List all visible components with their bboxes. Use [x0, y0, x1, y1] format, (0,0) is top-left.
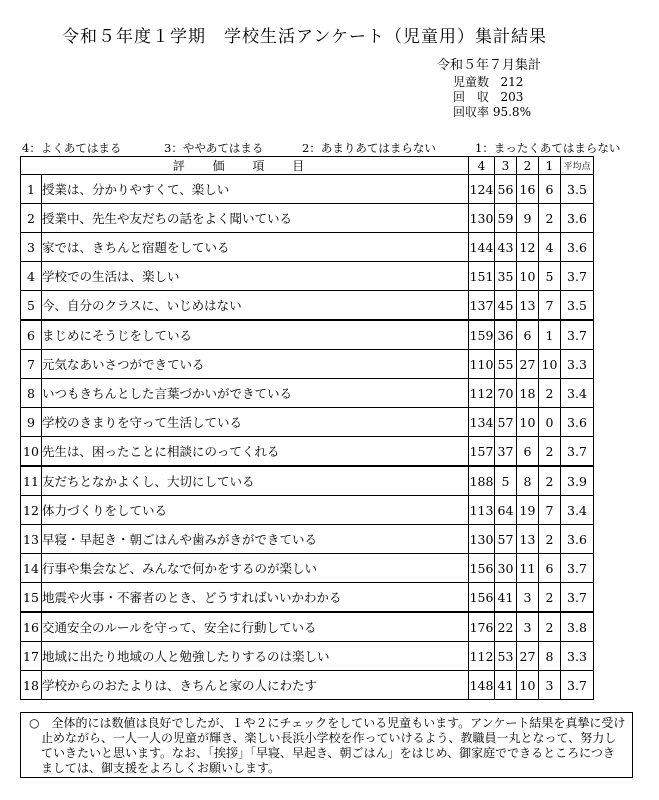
average-score: 3.5: [561, 175, 594, 204]
table-row: [21, 320, 594, 350]
count-4: 188: [469, 466, 495, 496]
collected-count: [437, 90, 541, 105]
average-score: 3.7: [561, 437, 594, 467]
count-1: 0: [539, 408, 561, 437]
count-3: 37: [495, 437, 517, 467]
count-4: 176: [469, 612, 495, 642]
count-3: 41: [495, 583, 517, 613]
rate-label: 回収率: [453, 105, 490, 119]
count-3: 57: [495, 525, 517, 554]
row-number: 7: [21, 350, 42, 379]
count-1: 2: [539, 379, 561, 408]
row-number: 13: [21, 525, 42, 554]
average-score: 3.7: [561, 583, 594, 613]
header-3: 3: [495, 157, 517, 175]
children-count: [437, 75, 541, 90]
table-row: [21, 379, 594, 408]
count-3: 5: [495, 466, 517, 496]
count-1: 4: [539, 233, 561, 262]
count-4: 137: [469, 291, 495, 321]
table-row: [21, 350, 594, 379]
question-text: 学校のきまりを守って生活している: [42, 408, 469, 437]
row-number: 11: [21, 466, 42, 496]
count-4: 159: [469, 320, 495, 350]
count-3: 36: [495, 320, 517, 350]
count-4: 151: [469, 262, 495, 291]
average-score: 3.9: [561, 466, 594, 496]
count-1: 2: [539, 437, 561, 467]
count-2: 6: [517, 437, 539, 467]
count-3: 22: [495, 612, 517, 642]
row-number: 16: [21, 612, 42, 642]
row-number: 4: [21, 262, 42, 291]
table-row: [21, 437, 594, 467]
question-text: 友だちとなかよくし、大切にしている: [42, 466, 469, 496]
table-header-row: [21, 157, 594, 175]
count-2: 10: [517, 262, 539, 291]
average-score: 3.6: [561, 525, 594, 554]
question-text: 地域に出たり地域の人と勉強したりするのは楽しい: [42, 642, 469, 671]
children-value: 212: [500, 75, 524, 89]
table-row: [21, 233, 594, 262]
legend-3: 3：ややあてはまる: [164, 141, 264, 155]
average-score: 3.6: [561, 408, 594, 437]
row-number: 9: [21, 408, 42, 437]
count-1: 2: [539, 204, 561, 233]
children-label: 児童数: [453, 75, 490, 89]
count-4: 130: [469, 525, 495, 554]
row-number: 12: [21, 496, 42, 525]
question-text: まじめにそうじをしている: [42, 320, 469, 350]
question-text: 地震や火事・不審者のとき、どうすればいいかわかる: [42, 583, 469, 613]
legend-2: 2：あまりあてはまらない: [302, 141, 436, 155]
row-number: 10: [21, 437, 42, 467]
count-2: 19: [517, 496, 539, 525]
count-2: 10: [517, 408, 539, 437]
average-score: 3.3: [561, 642, 594, 671]
summary-meta: [437, 58, 541, 120]
count-1: 5: [539, 262, 561, 291]
count-3: 70: [495, 379, 517, 408]
count-1: 2: [539, 583, 561, 613]
count-3: 41: [495, 671, 517, 700]
table-row: [21, 262, 594, 291]
count-2: 9: [517, 204, 539, 233]
count-2: 6: [517, 320, 539, 350]
summary-note-text: ○ 全体的には数値は良好でしたが、１や２にチェックをしている児童もいます。アンケート結果を真摯に受け止めながら、一人一人の児童が輝き、楽しい長浜小学校を作っていけるよう、教職員一丸となって、努力していきたいと思います。なお、「挨拶」「早寝、早起き、朝ごはん」をはじめ、御家庭でできるところにつきましては、御支援をよろしくお願いします。: [29, 716, 626, 775]
count-4: 112: [469, 642, 495, 671]
row-number: 18: [21, 671, 42, 700]
row-number: 1: [21, 175, 42, 204]
question-text: 今、自分のクラスに、いじめはない: [42, 291, 469, 321]
average-score: 3.5: [561, 291, 594, 321]
question-text: 授業は、分かりやすくて、楽しい: [42, 175, 469, 204]
count-3: 45: [495, 291, 517, 321]
count-2: 3: [517, 583, 539, 613]
count-4: 148: [469, 671, 495, 700]
table-row: [21, 496, 594, 525]
row-number: 15: [21, 583, 42, 613]
summary-note: [20, 712, 633, 778]
count-4: 113: [469, 496, 495, 525]
table-row: [21, 466, 594, 496]
count-2: 3: [517, 612, 539, 642]
average-score: 3.7: [561, 262, 594, 291]
question-text: 体力づくりをしている: [42, 496, 469, 525]
tally-date: 令和５年７月集計: [437, 58, 542, 73]
count-3: 55: [495, 350, 517, 379]
average-score: 3.7: [561, 554, 594, 583]
count-1: 7: [539, 291, 561, 321]
count-2: 8: [517, 466, 539, 496]
survey-results-table: [20, 156, 594, 700]
count-3: 35: [495, 262, 517, 291]
average-score: 3.6: [561, 233, 594, 262]
count-2: 10: [517, 671, 539, 700]
count-2: 11: [517, 554, 539, 583]
count-3: 30: [495, 554, 517, 583]
row-number: 8: [21, 379, 42, 408]
header-average: 平均点: [561, 157, 594, 175]
count-1: 1: [539, 320, 561, 350]
count-1: 10: [539, 350, 561, 379]
count-2: 13: [517, 525, 539, 554]
collection-rate: [437, 105, 541, 120]
count-2: 12: [517, 233, 539, 262]
table-row: [21, 175, 594, 204]
count-1: 7: [539, 496, 561, 525]
count-2: 18: [517, 379, 539, 408]
count-4: 130: [469, 204, 495, 233]
count-1: 6: [539, 175, 561, 204]
header-2: 2: [517, 157, 539, 175]
count-2: 16: [517, 175, 539, 204]
count-1: 8: [539, 642, 561, 671]
table-row: [21, 671, 594, 700]
table-row: [21, 408, 594, 437]
count-3: 64: [495, 496, 517, 525]
question-text: 学校での生活は、楽しい: [42, 262, 469, 291]
count-4: 156: [469, 554, 495, 583]
collected-value: 203: [500, 90, 524, 104]
average-score: 3.3: [561, 350, 594, 379]
legend-4: 4：よくあてはまる: [22, 141, 122, 155]
question-text: いつもきちんとした言葉づかいができている: [42, 379, 469, 408]
count-1: 2: [539, 466, 561, 496]
question-text: 交通安全のルールを守って、安全に行動している: [42, 612, 469, 642]
table-row: [21, 642, 594, 671]
question-text: 先生は、困ったことに相談にのってくれる: [42, 437, 469, 467]
collected-label: 回 収: [453, 90, 490, 104]
question-text: 家では、きちんと宿題をしている: [42, 233, 469, 262]
count-1: 6: [539, 554, 561, 583]
table-row: [21, 291, 594, 321]
legend-1: 1：まったくあてはまらない: [475, 141, 621, 155]
table-row: [21, 554, 594, 583]
count-3: 56: [495, 175, 517, 204]
count-4: 144: [469, 233, 495, 262]
count-3: 53: [495, 642, 517, 671]
count-4: 134: [469, 408, 495, 437]
question-text: 元気なあいさつができている: [42, 350, 469, 379]
count-2: 27: [517, 350, 539, 379]
row-number: 5: [21, 291, 42, 321]
average-score: 3.8: [561, 612, 594, 642]
row-number: 17: [21, 642, 42, 671]
average-score: 3.4: [561, 379, 594, 408]
count-1: 2: [539, 525, 561, 554]
header-item: 評 価 項 目: [21, 157, 469, 175]
row-number: 6: [21, 320, 42, 350]
question-text: 早寝・早起き・朝ごはんや歯みがきができている: [42, 525, 469, 554]
row-number: 3: [21, 233, 42, 262]
question-text: 行事や集会など、みんなで何かをするのが楽しい: [42, 554, 469, 583]
header-1: 1: [539, 157, 561, 175]
rate-value: 95.8%: [492, 105, 531, 119]
count-1: 3: [539, 671, 561, 700]
table-row: [21, 612, 594, 642]
count-3: 59: [495, 204, 517, 233]
table-row: [21, 525, 594, 554]
average-score: 3.7: [561, 671, 594, 700]
row-number: 14: [21, 554, 42, 583]
average-score: 3.6: [561, 204, 594, 233]
average-score: 3.7: [561, 320, 594, 350]
count-4: 157: [469, 437, 495, 467]
count-1: 2: [539, 612, 561, 642]
average-score: 3.4: [561, 496, 594, 525]
count-4: 110: [469, 350, 495, 379]
page-title: 令和５年度１学期 学校生活アンケート（児童用）集計結果: [62, 27, 547, 47]
count-2: 13: [517, 291, 539, 321]
header-4: 4: [469, 157, 495, 175]
question-text: 学校からのおたよりは、きちんと家の人にわたす: [42, 671, 469, 700]
count-2: 27: [517, 642, 539, 671]
count-3: 43: [495, 233, 517, 262]
count-3: 57: [495, 408, 517, 437]
row-number: 2: [21, 204, 42, 233]
table-row: [21, 583, 594, 613]
question-text: 授業中、先生や友だちの話をよく聞いている: [42, 204, 469, 233]
table-row: [21, 204, 594, 233]
count-4: 156: [469, 583, 495, 613]
count-4: 124: [469, 175, 495, 204]
count-4: 112: [469, 379, 495, 408]
